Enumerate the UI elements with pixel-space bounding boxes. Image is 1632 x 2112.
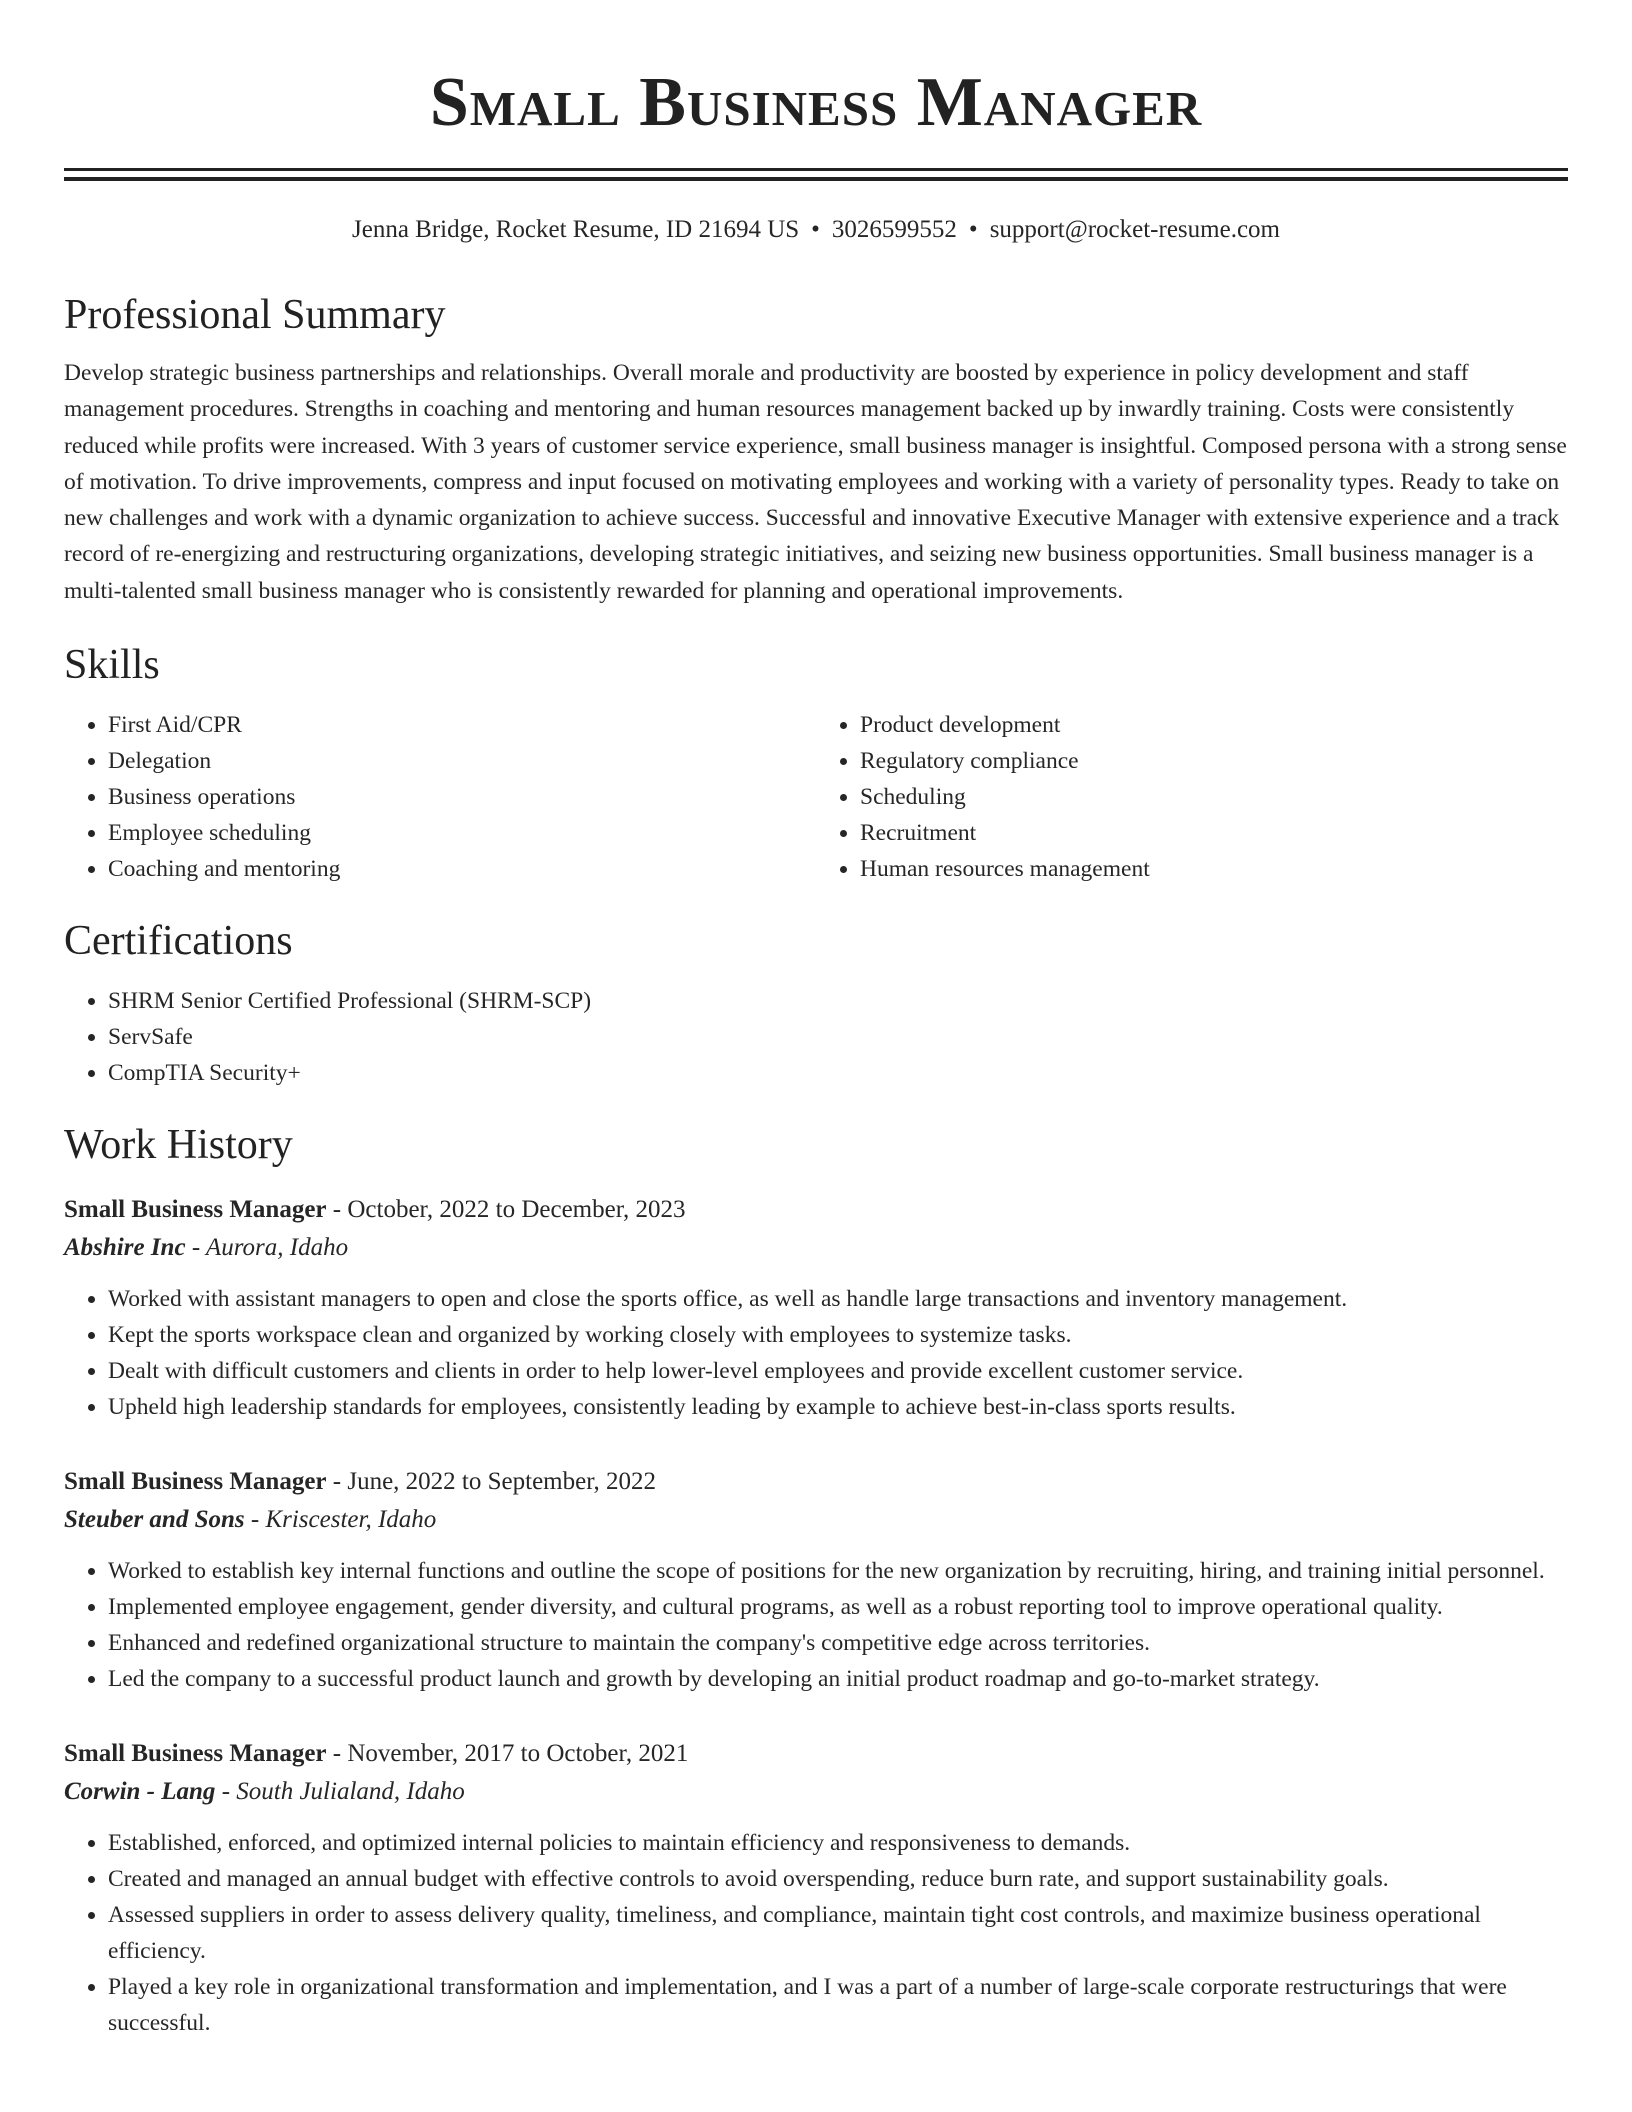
job-entry xyxy=(64,1191,1568,1425)
section-heading-certifications: Certifications xyxy=(64,918,293,965)
section-heading-summary: Professional Summary xyxy=(64,292,446,338)
skill-item: • Regulatory compliance xyxy=(860,743,1568,779)
contact-line xyxy=(64,213,1568,247)
job-bullets xyxy=(64,1281,1568,1425)
summary-text: Develop strategic business partnerships and relationships. Overall morale and productivity are boosted by experience in policy development and staff management procedures. Strengths in coaching and mentoring and human resources management backed up by inwardly training. Costs were consistently reduced while profits were increased. With 3 years of customer service experience, small business manager is insightful. Composed persona with a strong sense of motivation. To drive improvements, compress and input focused on motivating employees and working with a variety of personality types. Ready to take on new challenges and work with a dynamic organization to achieve success. Successful and innovative Executive Manager with extensive experience and a track record of re-energizing and restructuring organizations, developing strategic initiatives, and seizing new business opportunities. Small business manager is a multi-talented small business manager who is consistently rewarded for planning and operational improvements. xyxy=(64,360,1567,604)
certification-item: • ServSafe xyxy=(108,1019,1568,1055)
skills-column-right xyxy=(816,707,1568,887)
contact-separator: • xyxy=(968,216,978,243)
job-bullet: • Led the company to a successful product launch and growth by developing an initial product roadmap and go-to-market strategy. xyxy=(108,1661,1568,1697)
resume-title: Small Business Manager xyxy=(429,64,1203,141)
job-title: Small Business Manager xyxy=(64,1740,327,1768)
certification-item: • CompTIA Security+ xyxy=(108,1055,1568,1091)
job-bullet: • Kept the sports workspace clean and organized by working closely with employees to systemize tasks. xyxy=(108,1317,1568,1353)
job-location: - South Julialand, Idaho xyxy=(215,1778,465,1806)
skill-item: • Product development xyxy=(860,707,1568,743)
job-company: Corwin - Lang xyxy=(64,1778,216,1806)
job-bullet: • Enhanced and redefined organizational structure to maintain the company's competitive edge across territories. xyxy=(108,1625,1568,1661)
job-bullet: • Upheld high leadership standards for employees, consistently leading by example to achieve best-in-class sports results. xyxy=(108,1389,1568,1425)
title-divider xyxy=(64,168,1568,181)
job-company: Steuber and Sons xyxy=(64,1506,245,1534)
job-company-line xyxy=(64,1773,1568,1811)
job-dates: - June, 2022 to September, 2022 xyxy=(326,1468,657,1496)
contact-address: Jenna Bridge, Rocket Resume, ID 21694 US xyxy=(352,216,800,243)
job-bullet: • Played a key role in organizational transformation and implementation, and I was a part of a number of large-scale corporate restructurings that were successful. xyxy=(108,1969,1568,2041)
job-bullets xyxy=(64,1825,1568,2041)
certification-item: • SHRM Senior Certified Professional (SHRM-SCP) xyxy=(108,983,1568,1019)
skills-grid xyxy=(64,707,1568,887)
job-entry xyxy=(64,1735,1568,2041)
contact-phone: 3026599552 xyxy=(831,216,957,243)
skills-column-left xyxy=(64,707,816,887)
job-entry xyxy=(64,1463,1568,1697)
section-heading-work-history: Work History xyxy=(64,1122,293,1169)
job-bullet: • Worked to establish key internal functions and outline the scope of positions for the new organization by recruiting, hiring, and training initial personnel. xyxy=(108,1553,1568,1589)
job-company-line xyxy=(64,1501,1568,1539)
skill-item: • Coaching and mentoring xyxy=(108,851,816,887)
job-location: - Kriscester, Idaho xyxy=(244,1506,437,1534)
job-title: Small Business Manager xyxy=(64,1468,327,1496)
job-bullet: • Implemented employee engagement, gender diversity, and cultural programs, as well as a robust reporting tool to improve operational quality. xyxy=(108,1589,1568,1625)
job-bullet: • Assessed suppliers in order to assess delivery quality, timeliness, and compliance, maintain tight cost controls, and maximize business operational efficiency. xyxy=(108,1897,1568,1969)
skill-item: • Human resources management xyxy=(860,851,1568,887)
skill-item: • Scheduling xyxy=(860,779,1568,815)
job-dates: - October, 2022 to December, 2023 xyxy=(326,1196,686,1224)
job-location: - Aurora, Idaho xyxy=(185,1234,349,1262)
resume-page xyxy=(64,0,1568,2041)
skill-item: • Delegation xyxy=(108,743,816,779)
skill-item: • Employee scheduling xyxy=(108,815,816,851)
job-company-line xyxy=(64,1229,1568,1267)
job-title: Small Business Manager xyxy=(64,1196,327,1224)
job-bullet: • Created and managed an annual budget with effective controls to avoid overspending, reduce burn rate, and support sustainability goals. xyxy=(108,1861,1568,1897)
job-header xyxy=(64,1191,1568,1229)
certifications-list xyxy=(64,983,1568,1091)
job-header xyxy=(64,1463,1568,1501)
job-bullet: • Worked with assistant managers to open and close the sports office, as well as handle large transactions and inventory management. xyxy=(108,1281,1568,1317)
job-bullet: • Dealt with difficult customers and clients in order to help lower-level employees and provide excellent customer service. xyxy=(108,1353,1568,1389)
job-bullet: • Established, enforced, and optimized internal policies to maintain efficiency and responsiveness to demands. xyxy=(108,1825,1568,1861)
section-heading-skills: Skills xyxy=(64,642,160,689)
job-bullets xyxy=(64,1553,1568,1697)
contact-email: support@rocket-resume.com xyxy=(989,216,1280,243)
job-company: Abshire Inc xyxy=(64,1234,186,1262)
skill-item: • Business operations xyxy=(108,779,816,815)
job-dates: - November, 2017 to October, 2021 xyxy=(326,1740,689,1768)
job-header xyxy=(64,1735,1568,1773)
skill-item: • Recruitment xyxy=(860,815,1568,851)
contact-separator: • xyxy=(811,216,820,243)
skill-item: • First Aid/CPR xyxy=(108,707,816,743)
